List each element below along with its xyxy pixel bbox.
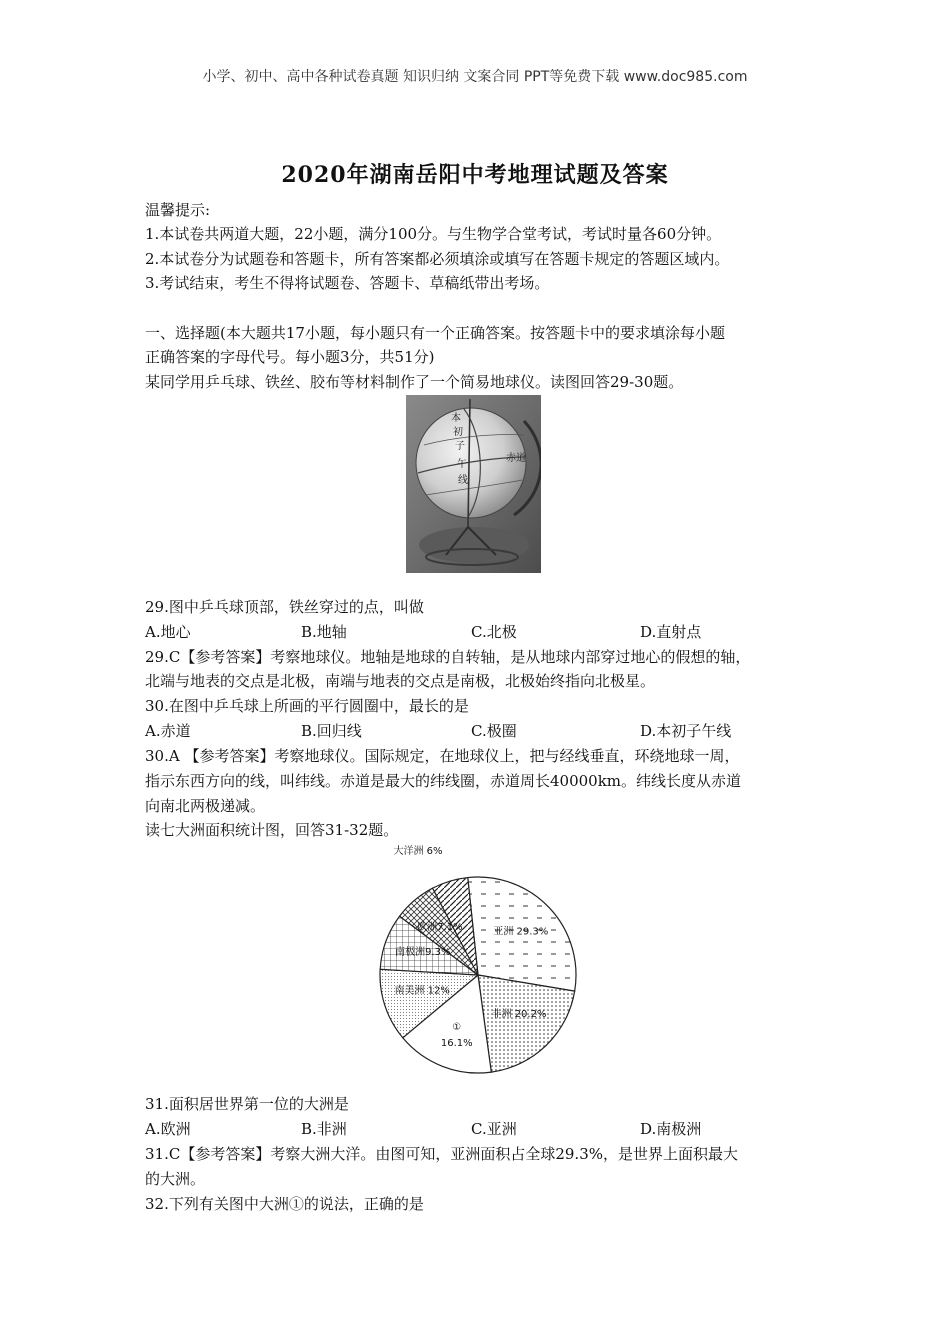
pie-slice-label: 亚洲 29.3% <box>493 926 549 938</box>
globe-meridian-char-4: 午 <box>457 459 467 470</box>
q31-stem: 31.面积居世界第一位的大洲是 <box>145 1095 349 1113</box>
pie-slice-label: 南极洲9.3% <box>395 946 451 958</box>
page-title: 2020年湖南岳阳中考地理试题及答案 <box>281 162 669 188</box>
q30-answer-line3: 向南北两极递减。 <box>145 797 266 815</box>
pie-slice-label: 大洋洲 6% <box>393 846 443 857</box>
q31-option-a: A.欧洲 <box>145 1120 191 1138</box>
tip-3: 3.考试结束，考生不得将试题卷、答题卡、草稿纸带出考场。 <box>145 274 550 292</box>
q29-answer-line2: 北端与地表的交点是北极，南端与地表的交点是南极，北极始终指向北极星。 <box>145 672 656 690</box>
pie-slice <box>478 975 575 1072</box>
globe-intro: 某同学用乒乓球、铁丝、胶布等材料制作了一个简易地球仪。读图回答29-30题。 <box>145 373 684 391</box>
tips-heading: 温馨提示: <box>145 201 211 219</box>
q31-answer-line1: 31.C【参考答案】考察大洲大洋。由图可知，亚洲面积占全球29.3%，是世界上面积最大 <box>145 1145 738 1163</box>
q30-option-c: C.极圈 <box>471 722 517 740</box>
pie-slice-label: 非洲 20.2% <box>491 1009 547 1021</box>
chart-intro: 读七大洲面积统计图，回答31-32题。 <box>145 821 399 839</box>
tip-1: 1.本试卷共两道大题，22小题，满分100分。与生物学合堂考试，考试时量各60分钟。 <box>145 225 722 243</box>
pie-slice-label: ① <box>452 1021 462 1033</box>
globe-meridian-char-2: 初 <box>453 427 463 438</box>
q32-stem: 32.下列有关图中大洲①的说法，正确的是 <box>145 1195 424 1213</box>
q29-stem: 29.图中乒乓球顶部，铁丝穿过的点，叫做 <box>145 598 424 616</box>
pie-svg <box>366 840 596 1080</box>
page-header: 小学、初中、高中各种试卷真题 知识归纳 文案合同 PPT等免费下载 www.doc985.com <box>202 69 748 85</box>
tip-2: 2.本试卷分为试题卷和答题卡，所有答案都必须填涂或填写在答题卡规定的答题区域内。 <box>145 250 730 268</box>
section1-line2: 正确答案的字母代号。每小题3分，共51分) <box>145 348 435 366</box>
pie-slice-label: 南美洲 12% <box>394 985 450 997</box>
globe-equator-label: 赤道 <box>506 453 526 464</box>
section1-line1: 一、选择题(本大题共17小题，每小题只有一个正确答案。按答题卡中的要求填涂每小题 <box>145 324 725 342</box>
pie-slice-sublabel: 16.1% <box>440 1037 473 1049</box>
q29-option-b: B.地轴 <box>301 623 347 641</box>
globe-meridian-char-1: 本 <box>451 413 461 424</box>
globe-meridian-char-5: 线 <box>458 475 468 486</box>
q30-option-a: A.赤道 <box>145 722 191 740</box>
q29-option-d: D.直射点 <box>640 623 702 641</box>
q30-stem: 30.在图中乒乓球上所画的平行圆圈中，最长的是 <box>145 697 469 715</box>
q31-option-b: B.非洲 <box>301 1120 347 1138</box>
q30-option-d: D.本初子午线 <box>640 722 732 740</box>
q30-option-b: B.回归线 <box>301 722 362 740</box>
globe-meridian-char-3: 子 <box>455 441 465 452</box>
q30-answer-line2: 指示东西方向的线，叫纬线。赤道是最大的纬线圈，赤道周长40000km。纬线长度从赤道 <box>145 772 742 790</box>
q30-answer-line1: 30.A 【参考答案】考察地球仪。国际规定，在地球仪上，把与经线垂直，环绕地球一周， <box>145 747 740 765</box>
globe-illustration <box>406 395 541 573</box>
q29-option-a: A.地心 <box>145 623 191 641</box>
q29-option-c: C.北极 <box>471 623 517 641</box>
pie-slice-label: 欧洲7.1% <box>417 922 463 934</box>
q31-option-d: D.南极洲 <box>640 1120 702 1138</box>
q31-option-c: C.亚洲 <box>471 1120 517 1138</box>
q31-answer-line2: 的大洲。 <box>145 1170 206 1188</box>
continent-area-pie-chart <box>366 840 596 1080</box>
q29-answer-line1: 29.C【参考答案】考察地球仪。地轴是地球的自转轴，是从地球内部穿过地心的假想的轴， <box>145 648 751 666</box>
globe-photo <box>406 395 541 573</box>
